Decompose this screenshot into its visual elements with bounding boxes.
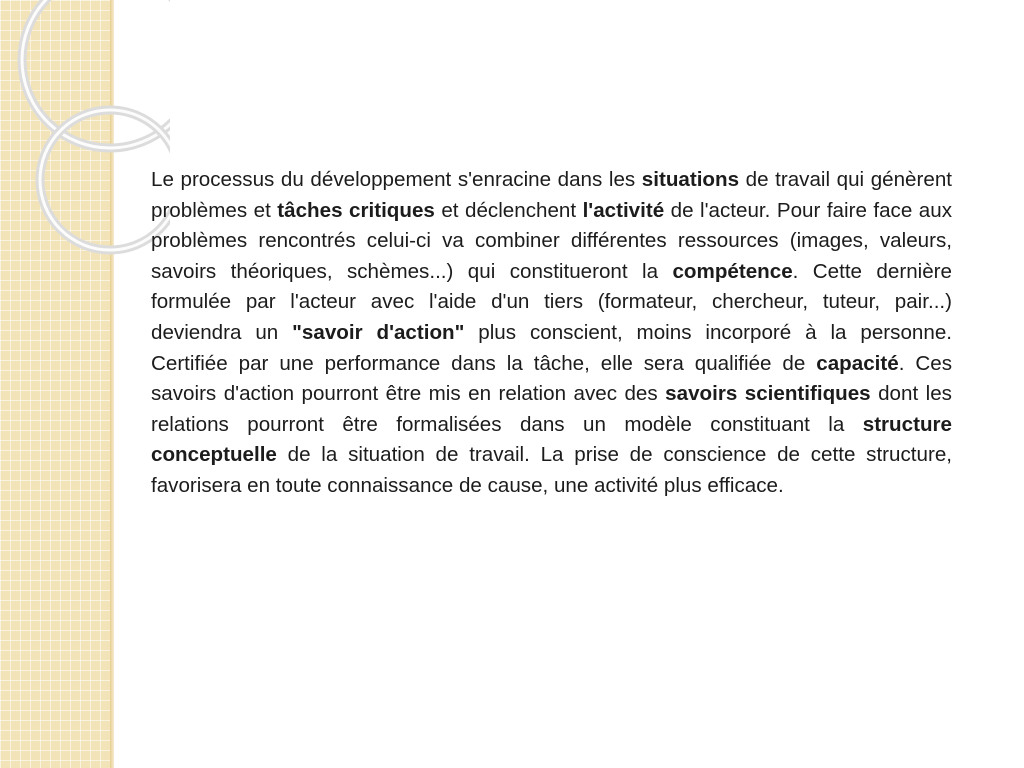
decorative-rings bbox=[0, 0, 170, 300]
text-run: dont les relations pourront être formalisées dans un modèle constituant la bbox=[151, 382, 952, 436]
text-run: de travail qui génèrent problèmes et bbox=[151, 168, 952, 222]
bold-keyword: "savoir d'action" bbox=[292, 320, 465, 344]
bold-keyword: compétence bbox=[672, 259, 793, 283]
text-run: et déclenchent bbox=[434, 198, 583, 222]
bold-keyword: l'activité bbox=[582, 198, 665, 222]
text-run: de la situation de travail. La prise de conscience de cette structure, favorisera en toute connaissance de cause, une activité plus efficace. bbox=[151, 443, 952, 497]
bold-keyword: tâches critiques bbox=[277, 198, 435, 222]
text-run: . Ces savoirs d'action pourront être mis en relation avec des bbox=[151, 351, 952, 406]
slide-body-text bbox=[151, 165, 952, 502]
text-run: de l'acteur. Pour faire face aux problèmes rencontrés celui-ci va combiner différentes ressources (images, valeurs, savoirs théoriques, schèmes...) qui constitueront la bbox=[151, 198, 952, 283]
text-run: plus conscient, moins incorporé à la personne. Certifiée par une performance dans la tâche, elle sera qualifiée de bbox=[151, 320, 952, 375]
bold-keyword: capacité bbox=[816, 351, 899, 375]
bold-keyword: savoirs scientifiques bbox=[665, 382, 871, 406]
text-run: . Cette dernière formulée par l'acteur avec l'aide d'un tiers (formateur, chercheur, tuteur, pair...) deviendra un bbox=[151, 259, 952, 344]
bold-keyword: structure conceptuelle bbox=[151, 412, 952, 467]
bold-keyword: situations bbox=[641, 168, 740, 191]
text-run: Le processus du développement s'enracine dans les bbox=[151, 168, 642, 191]
